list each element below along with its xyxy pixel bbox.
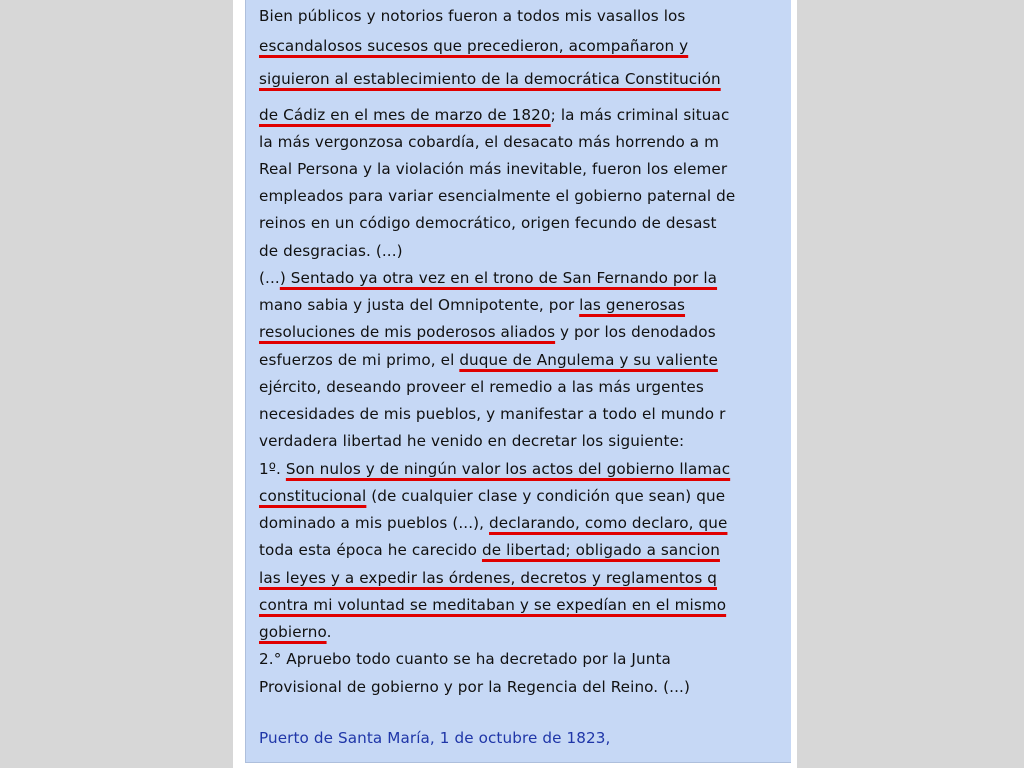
signature-line: Puerto de Santa María, 1 de octubre de 1823, <box>259 729 611 747</box>
underlined-text: constitucional <box>259 487 367 505</box>
underlined-text: de libertad; obligado a sancion <box>481 541 720 559</box>
text-line: dominado a mis pueblos (...), declarando, como declaro, que <box>259 514 728 532</box>
document-page <box>233 0 791 768</box>
text-line: 2.° Apruebo todo cuanto se ha decretado por la Junta <box>259 650 671 668</box>
underlined-text: Son nulos y de ningún valor los actos del gobierno llamac <box>285 460 731 478</box>
text-line: de desgracias. (...) <box>259 242 403 260</box>
text-line: necesidades de mis pueblos, y manifestar a todo el mundo r <box>259 405 726 423</box>
underlined-text: las leyes y a expedir las órdenes, decretos y reglamentos q <box>259 569 717 587</box>
text-line: resoluciones de mis poderosos aliados y por los denodados <box>259 323 716 341</box>
quote-panel <box>245 0 792 763</box>
text-line: 1º. Son nulos y de ningún valor los actos del gobierno llamac <box>259 460 731 478</box>
text-line: reinos en un código democrático, origen fecundo de desast <box>259 214 717 232</box>
text-line: constitucional (de cualquier clase y condición que sean) que <box>259 487 726 505</box>
text-line: esfuerzos de mi primo, el duque de Angulema y su valiente <box>259 351 718 369</box>
text-line: ejército, deseando proveer el remedio a las más urgentes <box>259 378 704 396</box>
underlined-text: duque de Angulema y su valiente <box>459 351 718 369</box>
text-line: empleados para variar esencialmente el gobierno paternal de <box>259 187 736 205</box>
text-line: (...) Sentado ya otra vez en el trono de San Fernando por la <box>259 269 718 287</box>
underlined-text: gobierno <box>259 623 327 641</box>
underlined-text: ) Sentado ya otra vez en el trono de San Fernando por la <box>279 269 718 287</box>
text-line <box>259 67 721 91</box>
underlined-text: escandalosos sucesos que precedieron, acompañaron y <box>259 37 689 55</box>
text-line: Bien públicos y notorios fueron a todos mis vasallos los <box>259 7 686 25</box>
text-line <box>259 34 688 58</box>
text-line: mano sabia y justa del Omnipotente, por las generosas <box>259 296 686 314</box>
underlined-text: las generosas <box>579 296 686 314</box>
text-line: gobierno. <box>259 623 332 641</box>
underlined-text: resoluciones de mis poderosos aliados <box>259 323 556 341</box>
text-line: toda esta época he carecido de libertad; obligado a sancion <box>259 541 720 559</box>
text-line <box>259 566 717 590</box>
text-line <box>259 593 726 617</box>
text-line: la más vergonzosa cobardía, el desacato más horrendo a m <box>259 133 719 151</box>
underlined-text: contra mi voluntad se meditaban y se expedían en el mismo <box>259 596 727 614</box>
text-line: de Cádiz en el mes de marzo de 1820; la más criminal situac <box>259 106 730 124</box>
underlined-text: de Cádiz en el mes de marzo de 1820 <box>259 106 551 124</box>
text-line: Real Persona y la violación más inevitable, fueron los elemer <box>259 160 728 178</box>
text-line: verdadera libertad he venido en decretar los siguiente: <box>259 432 685 450</box>
underlined-text: declarando, como declaro, que <box>489 514 728 532</box>
page-edge <box>791 0 797 768</box>
text-line: Provisional de gobierno y por la Regencia del Reino. (...) <box>259 678 690 696</box>
underlined-text: siguieron al establecimiento de la democrática Constitución <box>259 70 721 88</box>
